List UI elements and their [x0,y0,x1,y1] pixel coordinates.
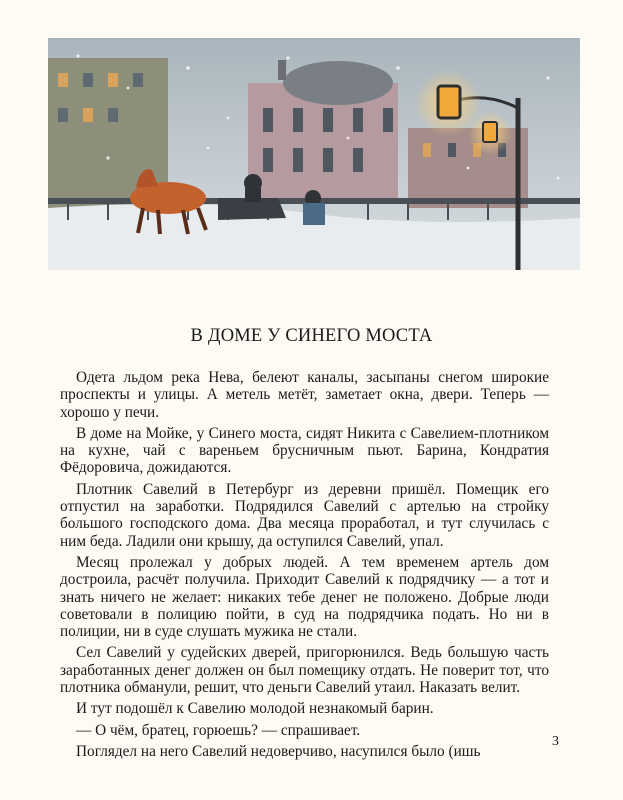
paragraph: Сел Савелий у судейских дверей, пригорюнился. Ведь большую часть заработанных денег должен он был помещику отдать. Не поверит тот, что плотника обманули, решит, что деньги Савелий утаил. Наказать велит. [60,644,549,697]
winter-street-scene-icon [48,38,580,270]
body-text [60,369,549,764]
page-number: 3 [552,734,559,749]
paragraph: — О чём, братец, горюешь? — спрашивает. [76,721,361,739]
paragraph: И тут подошёл к Савелию молодой незнакомый барин. [76,700,434,718]
paragraph: В доме на Мойке, у Синего моста, сидят Никита с Савелием-плотником на кухне, чай с вареньем брусничным пьют. Барина, Кондратия Фёдоровича, дожидаются. [60,424,549,477]
paragraph: Поглядел на него Савелий недоверчиво, насупился было (ишь [76,742,481,760]
paragraph: Плотник Савелий в Петербург из деревни пришёл. Помещик его отпустил на заработки. Подрядился Савелий с артелью на стройку большого господского дома. Два месяца проработал, и тут случилась с ним беда. Ладили они крышу, да оступился Савелий, упал. [60,480,549,550]
paragraph: Одета льдом река Нева, белеют каналы, засыпаны снегом широкие проспекты и улицы. А метель метёт, заметает окна, двери. Теперь — хорошо у печи. [60,369,549,421]
paragraph: Месяц пролежал у добрых людей. А тем временем артель дом достроила, расчёт получила. Приходит Савелий к подрядчику — а тот и знать ничего не желает: никаких тебе денег не положено. Добрые люди советовали в полицию пойти, в суд на подрядчика подать. Но ни в полиции, ни в суде слушать мужика не стали. [60,553,549,641]
chapter-title: В ДОМЕ У СИНЕГО МОСТА [190,326,433,346]
winter-street-illustration [48,38,580,270]
